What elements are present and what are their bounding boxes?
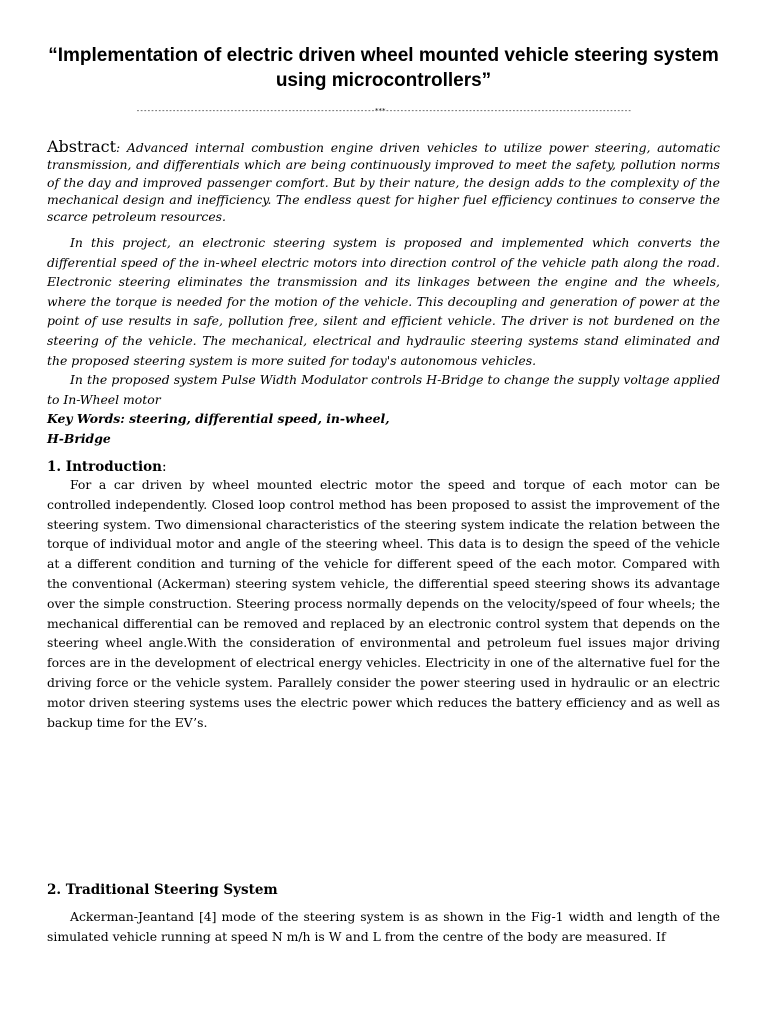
section-2-heading bbox=[47, 880, 278, 900]
section-1-suffix: : bbox=[161, 459, 167, 475]
title-separator: ------------------------------------------------------------------***-------------------------------------------------------------------- bbox=[135, 107, 632, 115]
section-2-title: 2. Traditional Steering System bbox=[47, 882, 278, 898]
abstract-paragraph-3: In the proposed system Pulse Width Modulator controls H-Bridge to change the supply voltage applied to In-Wheel motor bbox=[47, 372, 720, 407]
keywords-line-2: H-Bridge bbox=[47, 431, 111, 446]
abstract-paragraph-2: In this project, an electronic steering system is proposed and implemented which converts the differential speed of the in-wheel electric motors into direction control of the vehicle path along the road. Electronic steering eliminates the transmission and its linkages between the engine and the wheels, where the torque is needed for the motion of the vehicle. This decoupling and generation of power at the point of use results in safe, pollution free, silent and efficient vehicle. The driver is not burdened on the steering of the vehicle. The mechanical, electrical and hydraulic steering systems stand eliminated and the proposed steering system is more suited for today's autonomous vehicles. bbox=[47, 235, 720, 368]
abstract-text: : Advanced internal combustion engine driven vehicles to utilize power steering, automatic transmission, and differentials which are being continuously improved to meet the safety, pollution norms of the day and improved passenger comfort. But by their nature, the design adds to the complexity of the mechanical design and inefficiency. The endless quest for higher fuel efficiency continues to conserve the scarce petroleum resources. bbox=[47, 140, 720, 225]
keywords-line-1: Key Words: steering, differential speed, in-wheel, bbox=[47, 411, 390, 426]
section-2-body: Ackerman-Jeantand [4] mode of the steering system is as shown in the Fig-1 width and length of the simulated vehicle running at speed N m/h is W and L from the centre of the body are measured. If bbox=[47, 909, 720, 944]
abstract-paragraph bbox=[47, 138, 720, 225]
abstract-label: Abstract bbox=[47, 137, 117, 156]
paper-title: “Implementation of electric driven wheel mounted vehicle steering system using microcontrollers” bbox=[48, 45, 719, 91]
section-1-number: 1. Introduction bbox=[47, 459, 162, 475]
section-1-body: For a car driven by wheel mounted electric motor the speed and torque of each motor can be controlled independently. Closed loop control method has been proposed to assist the improvement of the steering system. Two dimensional characteristics of the steering system indicate the relation between the torque of individual motor and angle of the steering wheel. This data is to design the speed of the vehicle at a different condition and turning of the vehicle for different speed of the each motor. Compared with the conventional (Ackerman) steering system vehicle, the differential speed steering shows its advantage over the simple construction. Steering process normally depends on the velocity/speed of four wheels; the mechanical differential can be removed and replaced by an electronic control system that depends on the steering wheel angle.With the consideration of environmental and petroleum fuel issues major driving forces are in the development of electrical energy vehicles. Electricity in one of the alternative fuel for the driving force or the vehicle system. Parallely consider the power steering used in hydraulic or an electric motor driven steering systems uses the electric power which reduces the battery efficiency and as well as backup time for the EV’s. bbox=[47, 477, 720, 730]
section-1-heading bbox=[47, 457, 167, 477]
